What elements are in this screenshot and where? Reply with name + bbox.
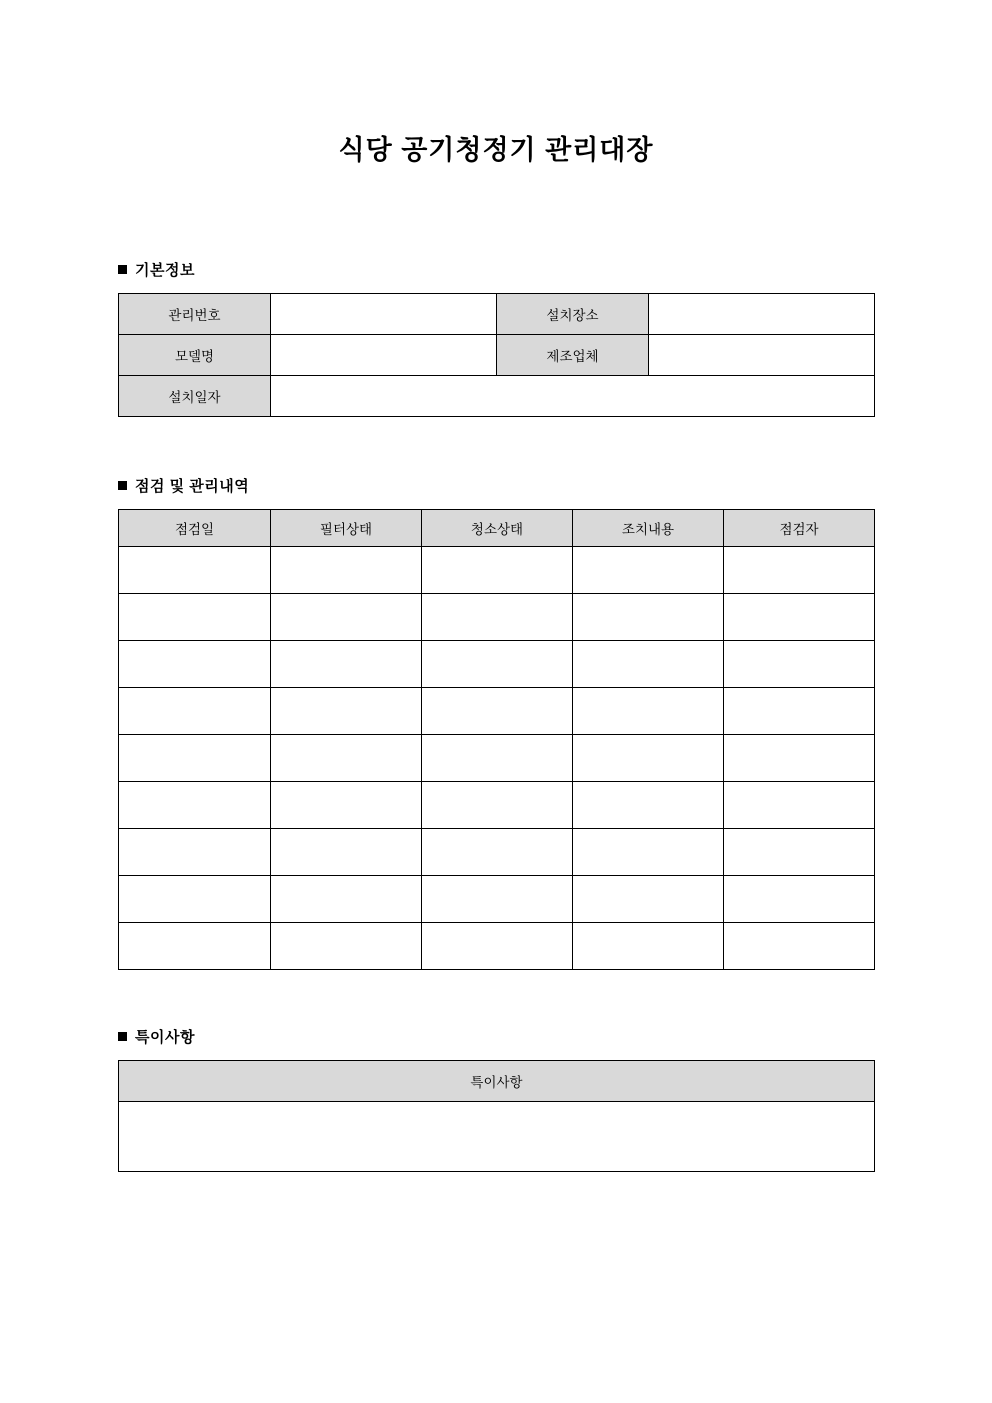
cell-action-taken[interactable] (573, 923, 724, 970)
cell-value-install-date[interactable] (271, 376, 875, 417)
cell-inspection-date[interactable] (119, 735, 271, 782)
table-row (119, 335, 875, 376)
table-header-row (119, 1061, 875, 1102)
cell-action-taken[interactable] (573, 829, 724, 876)
cell-label-install-location: 설치장소 (497, 294, 649, 335)
column-header-filter-state: 필터상태 (271, 510, 422, 547)
table-row (119, 1102, 875, 1172)
cell-action-taken[interactable] (573, 782, 724, 829)
notes-table (118, 1060, 875, 1172)
cell-filter-state[interactable] (271, 547, 422, 594)
cell-filter-state[interactable] (271, 688, 422, 735)
square-bullet-icon (118, 481, 127, 490)
table-row (119, 547, 875, 594)
cell-filter-state[interactable] (271, 735, 422, 782)
cell-inspector[interactable] (724, 829, 875, 876)
cell-value-management-number[interactable] (271, 294, 497, 335)
cell-inspector[interactable] (724, 594, 875, 641)
cell-cleaning-state[interactable] (422, 547, 573, 594)
cell-inspection-date[interactable] (119, 876, 271, 923)
cell-inspector[interactable] (724, 876, 875, 923)
page-title: 식당 공기청정기 관리대장 (338, 135, 654, 165)
section-heading-inspection (118, 475, 874, 496)
table-header-row (119, 510, 875, 547)
cell-action-taken[interactable] (573, 641, 724, 688)
cell-label-manufacturer: 제조업체 (497, 335, 649, 376)
basic-info-table (118, 293, 875, 417)
cell-cleaning-state[interactable] (422, 641, 573, 688)
cell-inspection-date[interactable] (119, 641, 271, 688)
column-header-inspection-date: 점검일 (119, 510, 271, 547)
table-row (119, 782, 875, 829)
cell-label-install-date: 설치일자 (119, 376, 271, 417)
cell-inspection-date[interactable] (119, 923, 271, 970)
cell-inspection-date[interactable] (119, 594, 271, 641)
cell-action-taken[interactable] (573, 594, 724, 641)
cell-value-manufacturer[interactable] (649, 335, 875, 376)
cell-cleaning-state[interactable] (422, 688, 573, 735)
table-row (119, 876, 875, 923)
cell-inspection-date[interactable] (119, 547, 271, 594)
cell-inspector[interactable] (724, 735, 875, 782)
cell-action-taken[interactable] (573, 876, 724, 923)
cell-value-install-location[interactable] (649, 294, 875, 335)
cell-cleaning-state[interactable] (422, 735, 573, 782)
cell-notes-value[interactable] (119, 1102, 875, 1172)
cell-filter-state[interactable] (271, 923, 422, 970)
cell-label-management-number: 관리번호 (119, 294, 271, 335)
inspection-table (118, 509, 875, 970)
table-row (119, 688, 875, 735)
table-row (119, 294, 875, 335)
cell-filter-state[interactable] (271, 594, 422, 641)
cell-filter-state[interactable] (271, 876, 422, 923)
cell-cleaning-state[interactable] (422, 923, 573, 970)
column-header-notes: 특이사항 (119, 1061, 875, 1102)
column-header-inspector: 점검자 (724, 510, 875, 547)
cell-inspector[interactable] (724, 688, 875, 735)
section-heading-basic-info-label: 기본정보 (135, 262, 195, 280)
cell-action-taken[interactable] (573, 688, 724, 735)
cell-value-model-name[interactable] (271, 335, 497, 376)
section-heading-basic-info (118, 259, 874, 280)
cell-filter-state[interactable] (271, 782, 422, 829)
table-row (119, 735, 875, 782)
section-heading-inspection-label: 점검 및 관리내역 (135, 478, 250, 496)
cell-filter-state[interactable] (271, 641, 422, 688)
cell-action-taken[interactable] (573, 735, 724, 782)
cell-cleaning-state[interactable] (422, 829, 573, 876)
table-row (119, 376, 875, 417)
cell-inspector[interactable] (724, 641, 875, 688)
column-header-action-taken: 조치내용 (573, 510, 724, 547)
cell-inspection-date[interactable] (119, 782, 271, 829)
table-row (119, 641, 875, 688)
square-bullet-icon (118, 265, 127, 274)
cell-inspector[interactable] (724, 923, 875, 970)
table-row (119, 923, 875, 970)
cell-label-model-name: 모델명 (119, 335, 271, 376)
table-row (119, 829, 875, 876)
cell-cleaning-state[interactable] (422, 594, 573, 641)
table-row (119, 594, 875, 641)
cell-inspector[interactable] (724, 782, 875, 829)
square-bullet-icon (118, 1032, 127, 1041)
cell-cleaning-state[interactable] (422, 782, 573, 829)
cell-inspection-date[interactable] (119, 829, 271, 876)
section-heading-notes-label: 특이사항 (135, 1029, 195, 1047)
cell-inspector[interactable] (724, 547, 875, 594)
cell-inspection-date[interactable] (119, 688, 271, 735)
cell-cleaning-state[interactable] (422, 876, 573, 923)
section-heading-notes (118, 1026, 874, 1047)
column-header-cleaning-state: 청소상태 (422, 510, 573, 547)
cell-filter-state[interactable] (271, 829, 422, 876)
cell-action-taken[interactable] (573, 547, 724, 594)
